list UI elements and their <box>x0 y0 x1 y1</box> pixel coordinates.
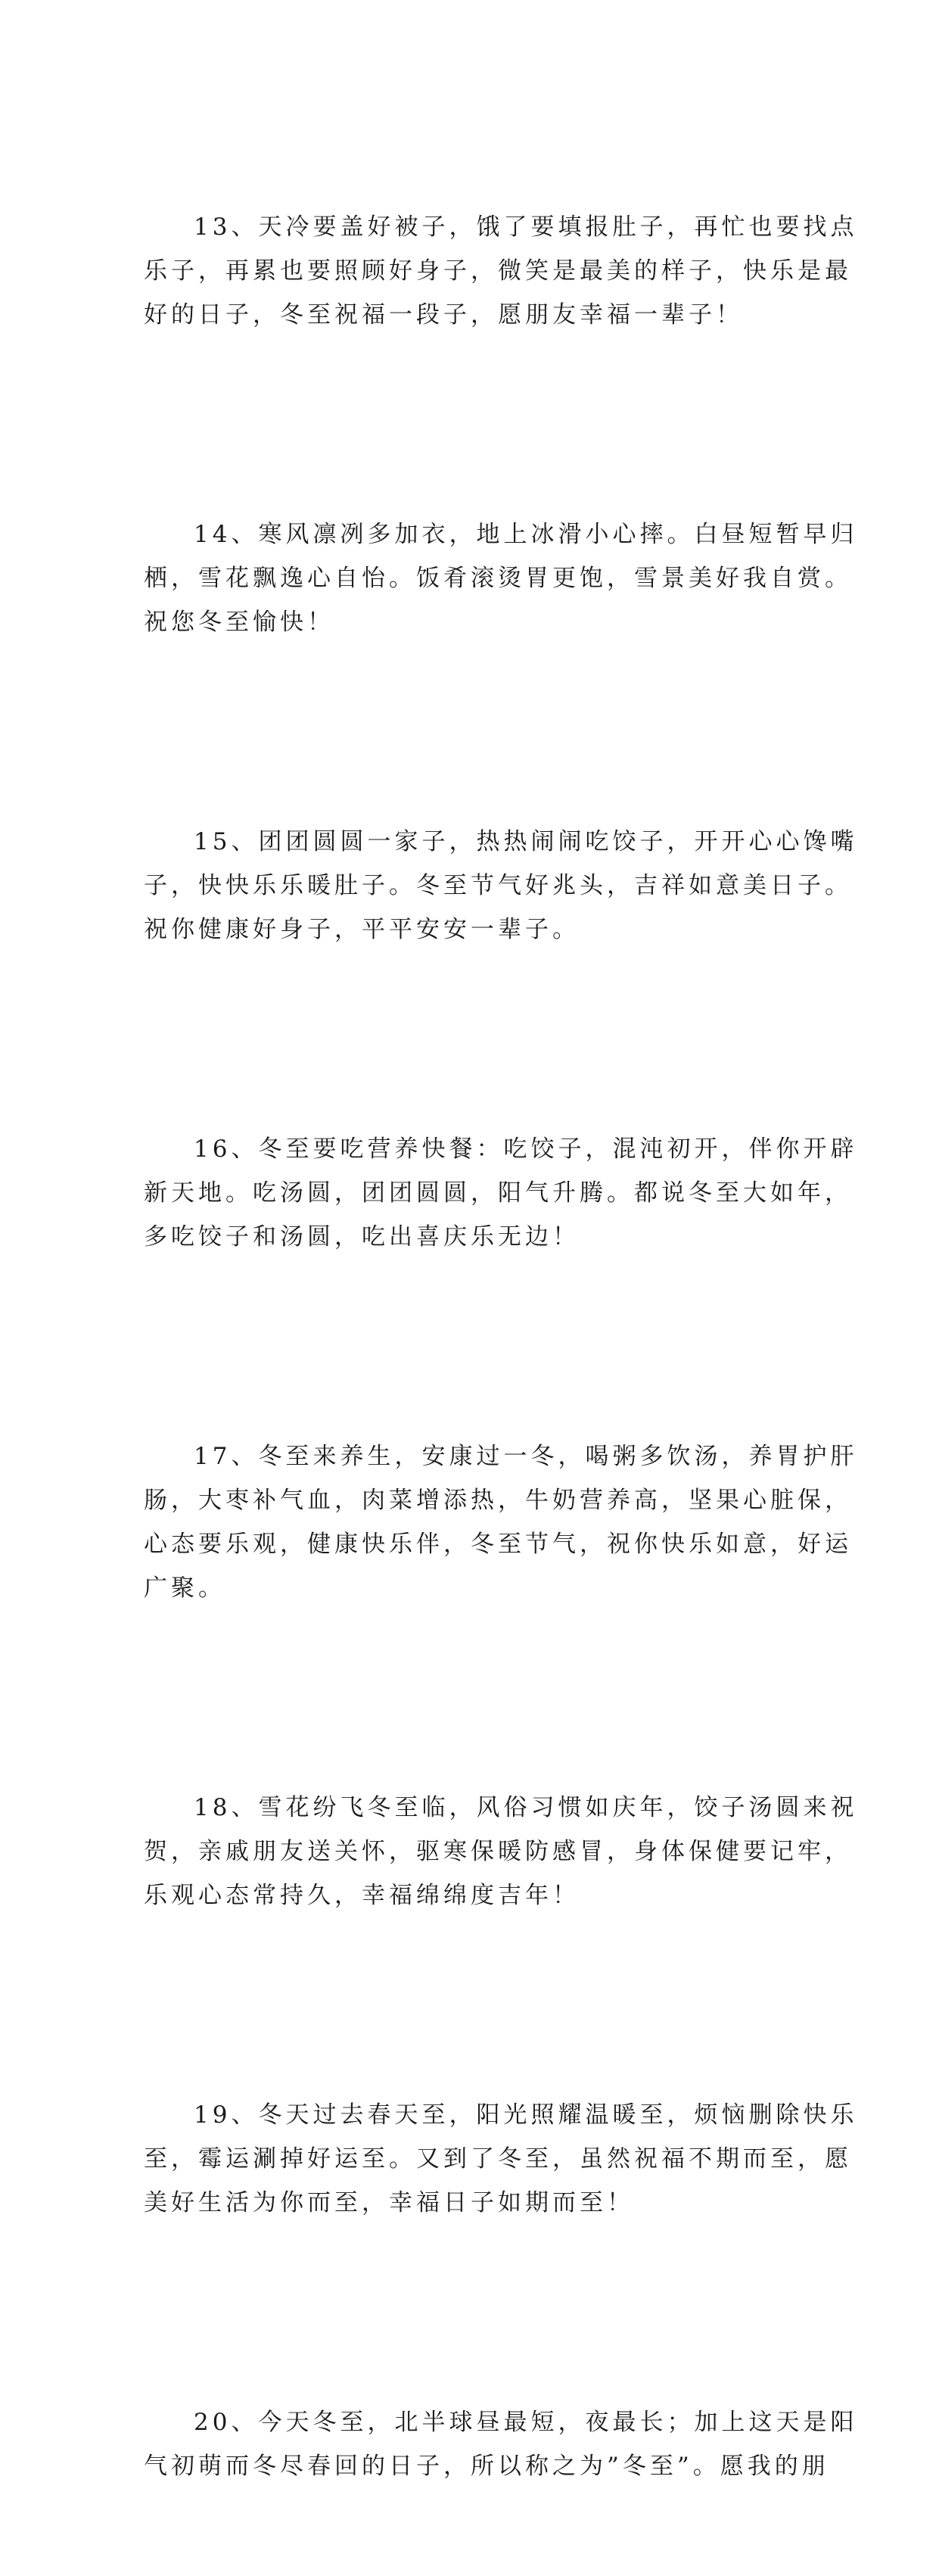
text-line: 肠，大枣补气血，肉菜增添热，牛奶营养高，坚果心脏保， <box>144 1487 852 1514</box>
text-line: 13、天冷要盖好被子，饿了要填报肚子，再忙也要找点 <box>194 213 858 241</box>
text-line: 18、雪花纷飞冬至临，风俗习惯如庆年，饺子汤圆来祝 <box>194 1794 858 1821</box>
paragraph-13 <box>144 117 858 425</box>
text-line: 好的日子，冬至祝福一段子，愿朋友幸福一辈子！ <box>144 301 743 329</box>
document-body <box>144 117 858 2576</box>
paragraph-18 <box>144 1698 858 2005</box>
paragraph-15 <box>144 732 858 1039</box>
text-line: 15、团团圆圆一家子，热热闹闹吃饺子，开开心心馋嘴 <box>194 828 858 855</box>
text-line: 19、冬天过去春天至，阳光照耀温暖至，烦恼删除快乐 <box>194 2101 858 2129</box>
text-line: 祝你健康好身子，平平安安一辈子。 <box>144 916 580 943</box>
paragraph-20 <box>144 2313 858 2576</box>
text-line: 贺，亲戚朋友送关怀，驱寒保暖防感冒，身体保健要记牢， <box>144 1838 852 1865</box>
text-line: 14、寒风凛冽多加衣，地上冰滑小心摔。白昼短暂早归 <box>194 521 858 548</box>
paragraph-19 <box>144 2005 858 2313</box>
text-line: 栖，雪花飘逸心自怡。饭肴滚烫胃更饱，雪景美好我自赏。 <box>144 565 852 592</box>
text-line: 16、冬至要吃营养快餐：吃饺子，混沌初开，伴你开辟 <box>194 1135 858 1163</box>
text-line: 气初萌而冬尽春回的日子，所以称之为”冬至”。愿我的朋 <box>144 2453 829 2480</box>
paragraph-17 <box>144 1347 858 1698</box>
text-line: 多吃饺子和汤圆，吃出喜庆乐无边！ <box>144 1223 580 1251</box>
text-line: 子，快快乐乐暖肚子。冬至节气好兆头，吉祥如意美日子。 <box>144 872 852 899</box>
text-line: 新天地。吃汤圆，团团圆圆，阳气升腾。都说冬至大如年， <box>144 1179 852 1207</box>
text-line: 17、冬至来养生，安康过一冬，喝粥多饮汤，养胃护肝 <box>194 1443 858 1470</box>
text-line: 美好生活为你而至，幸福日子如期而至！ <box>144 2189 634 2216</box>
paragraph-16 <box>144 1039 858 1347</box>
text-line: 乐子，再累也要照顾好身子，微笑是最美的样子，快乐是最 <box>144 257 852 285</box>
paragraph-14 <box>144 425 858 732</box>
text-line: 心态要乐观，健康快乐伴，冬至节气，祝你快乐如意，好运 <box>144 1531 852 1558</box>
text-line: 20、今天冬至，北半球昼最短，夜最长；加上这天是阳 <box>194 2409 858 2436</box>
text-line: 至，霉运涮掉好运至。又到了冬至，虽然祝福不期而至，愿 <box>144 2145 852 2173</box>
text-line: 广聚。 <box>144 1575 225 1602</box>
text-line: 乐观心态常持久，幸福绵绵度吉年！ <box>144 1882 580 1909</box>
text-line: 祝您冬至愉快！ <box>144 609 334 636</box>
